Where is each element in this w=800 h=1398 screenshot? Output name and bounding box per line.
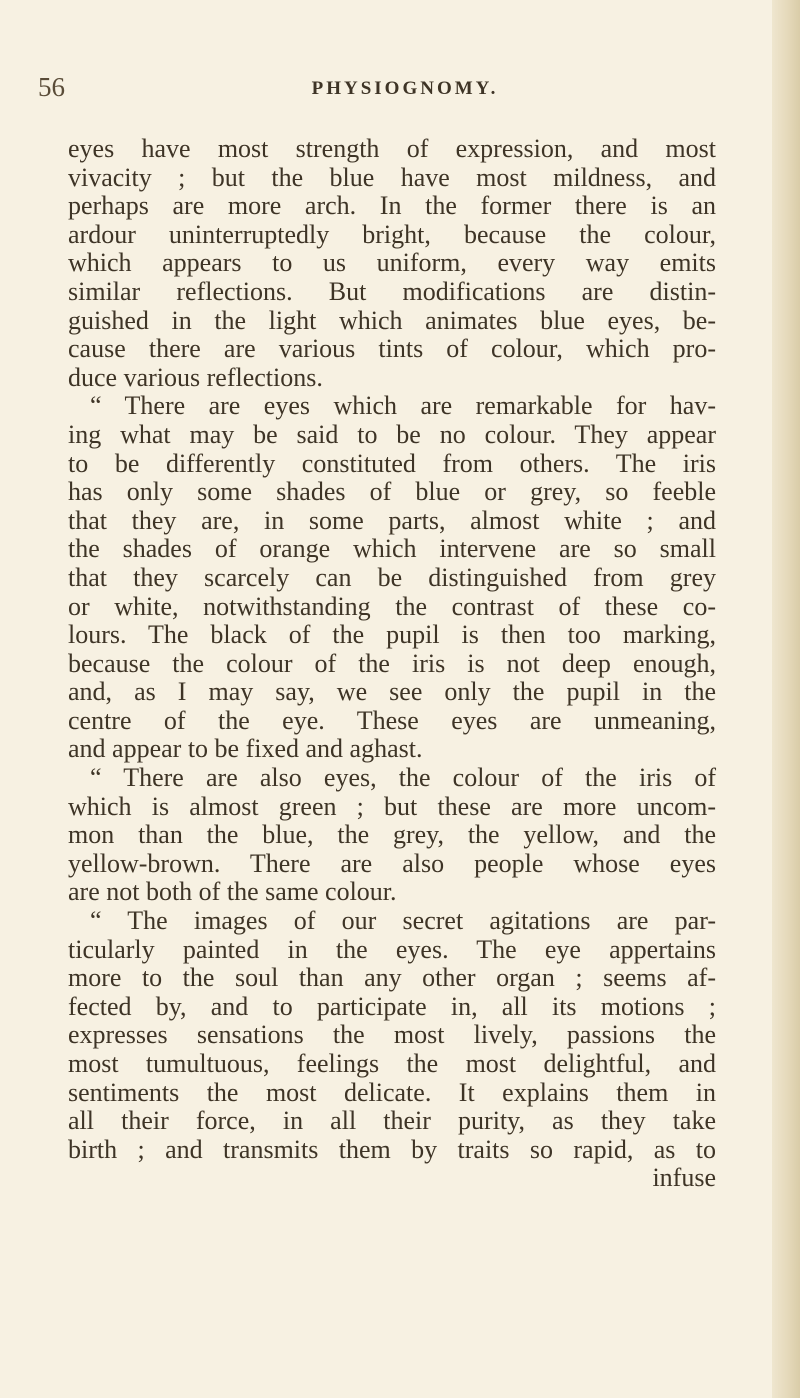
text-line: and appear to be fixed and aghast. (68, 734, 423, 764)
text-line: has only some shades of blue or grey, so feeble (68, 477, 716, 507)
body-text (68, 135, 716, 1193)
text-line: cause there are various tints of colour, which pro- (68, 334, 716, 364)
text-line: all their force, in all their purity, as they take (68, 1106, 716, 1136)
text-line: mon than the blue, the grey, the yellow, and the (68, 820, 716, 850)
text-line: because the colour of the iris is not deep enough, (68, 648, 716, 678)
text-line: the shades of orange which intervene are so small (68, 534, 716, 564)
text-line: or white, notwithstanding the contrast of these co- (68, 591, 716, 621)
text-line: vivacity ; but the blue have most mildness, and (68, 162, 716, 192)
text-line: which is almost green ; but these are more uncom- (68, 791, 716, 821)
text-line: birth ; and transmits them by traits so rapid, as to (68, 1134, 716, 1164)
text-line: perhaps are more arch. In the former there is an (68, 191, 716, 221)
text-line: guished in the light which animates blue eyes, be- (68, 305, 716, 335)
text-line: lours. The black of the pupil is then too marking, (68, 620, 716, 650)
text-line: most tumultuous, feelings the most delightful, and (68, 1049, 716, 1078)
text-line: ticularly painted in the eyes. The eye appertains (68, 934, 716, 964)
page-edge-shadow (772, 0, 800, 1398)
catchword: infuse (652, 1163, 716, 1193)
text-line: ardour uninterruptedly bright, because the colour, (68, 219, 716, 249)
text-line: expresses sensations the most lively, passions the (68, 1020, 716, 1050)
text-line: more to the soul than any other organ ; seems af- (68, 963, 716, 993)
text-line: “ There are eyes which are remarkable for hav- (90, 391, 716, 421)
text-line: that they scarcely can be distinguished from grey (68, 562, 716, 592)
text-line: which appears to us uniform, every way emits (68, 248, 716, 278)
text-line: centre of the eye. These eyes are unmeaning, (68, 705, 716, 735)
text-line: “ There are also eyes, the colour of the iris of (90, 763, 716, 793)
text-line: eyes have most strength of expression, and most (68, 134, 716, 163)
text-line: duce various reflections. (68, 362, 323, 392)
text-line: are not both of the same colour. (68, 877, 397, 907)
text-line: similar reflections. But modifications are distin- (68, 276, 716, 306)
text-line: to be differently constituted from others. The iris (68, 448, 716, 478)
text-line: “ The images of our secret agitations are par- (90, 906, 716, 936)
text-line: and, as I may say, we see only the pupil in the (68, 677, 716, 707)
page-number: 56 (38, 72, 65, 102)
text-line: ing what may be said to be no colour. They appear (68, 419, 716, 449)
running-head: PHYSIOGNOMY. (311, 78, 499, 99)
text-line: sentiments the most delicate. It explains them in (68, 1077, 716, 1107)
text-line: fected by, and to participate in, all its motions ; (68, 991, 716, 1021)
text-line: yellow-brown. There are also people whose eyes (68, 848, 716, 878)
text-line: that they are, in some parts, almost white ; and (68, 505, 716, 535)
